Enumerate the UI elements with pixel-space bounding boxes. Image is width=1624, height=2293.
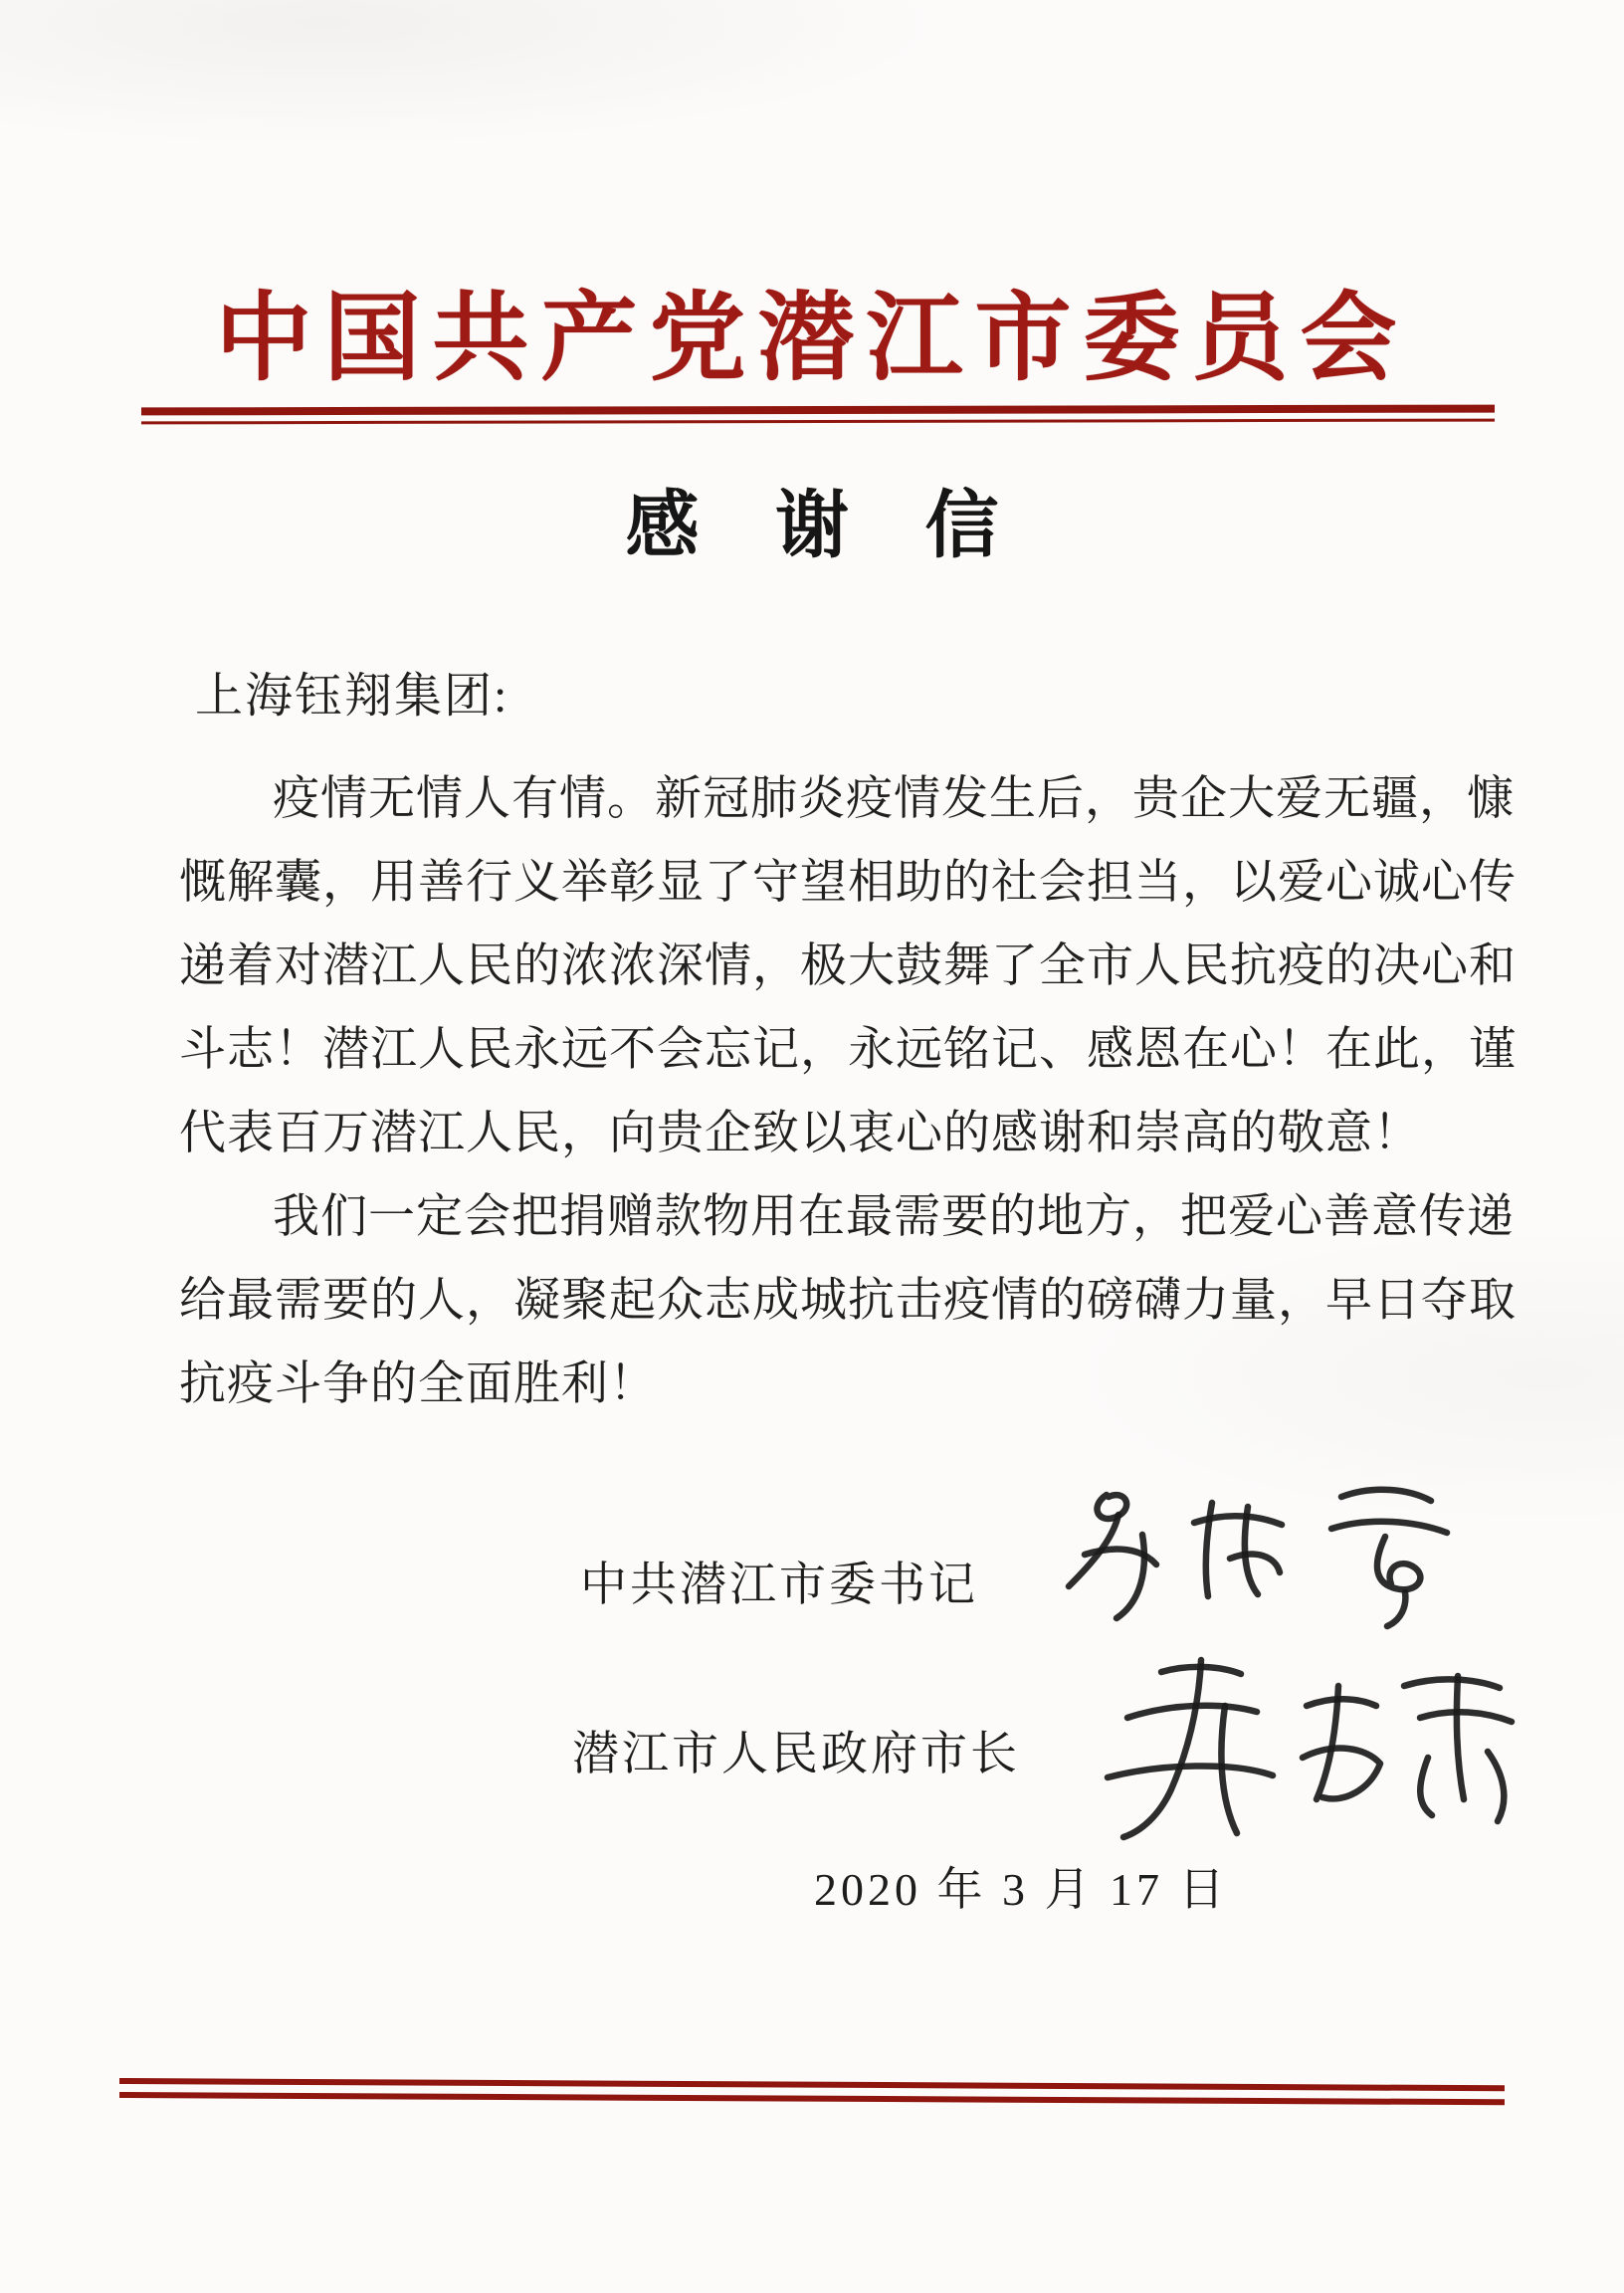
body-line: 我们一定会把捐赠款物用在最需要的地方，把爱心善意传递 (273, 1191, 1515, 1243)
body-line: 疫情无情人有情。新冠肺炎疫情发生后，贵企大爱无疆，慷 (273, 773, 1515, 825)
signer-role-mayor: 潜江市人民政府市长 (572, 1729, 1020, 1780)
body-line: 递着对潜江人民的浓浓深情，极大鼓舞了全市人民抗疫的决心和 (179, 940, 1517, 992)
body-line: 代表百万潜江人民，向贵企致以衷心的感谢和崇高的敬意！ (179, 1108, 1421, 1159)
signer-role-party-secretary: 中共潜江市委书记 (580, 1560, 978, 1611)
letter-title: 感 谢 信 (625, 486, 999, 567)
body-line: 斗志！潜江人民永远不会忘记，永远铭记、感恩在心！在此，谨 (179, 1024, 1517, 1076)
signature-script-party-secretary (1045, 1475, 1473, 1644)
body-line: 给最需要的人，凝聚起众志成城抗击疫情的磅礴力量，早日夺取 (179, 1275, 1517, 1327)
body-line: 抗疫斗争的全面胜利！ (179, 1358, 657, 1410)
footer-rule-lower (119, 2092, 1505, 2105)
salutation: 上海钰翔集团: (195, 670, 509, 723)
footer-rule-upper (119, 2078, 1505, 2091)
header-rule-thin (141, 419, 1495, 425)
body-line: 慨解囊，用善行义举彰显了守望相助的社会担当，以爱心诚心传 (179, 857, 1517, 909)
letterhead-title: 中国共产党潜江市委员会 (215, 286, 1409, 392)
signature-script-mayor (1070, 1644, 1537, 1858)
letter-date: 2020 年 3 月 17 日 (814, 1864, 1229, 1915)
header-rule-thick (141, 405, 1495, 416)
